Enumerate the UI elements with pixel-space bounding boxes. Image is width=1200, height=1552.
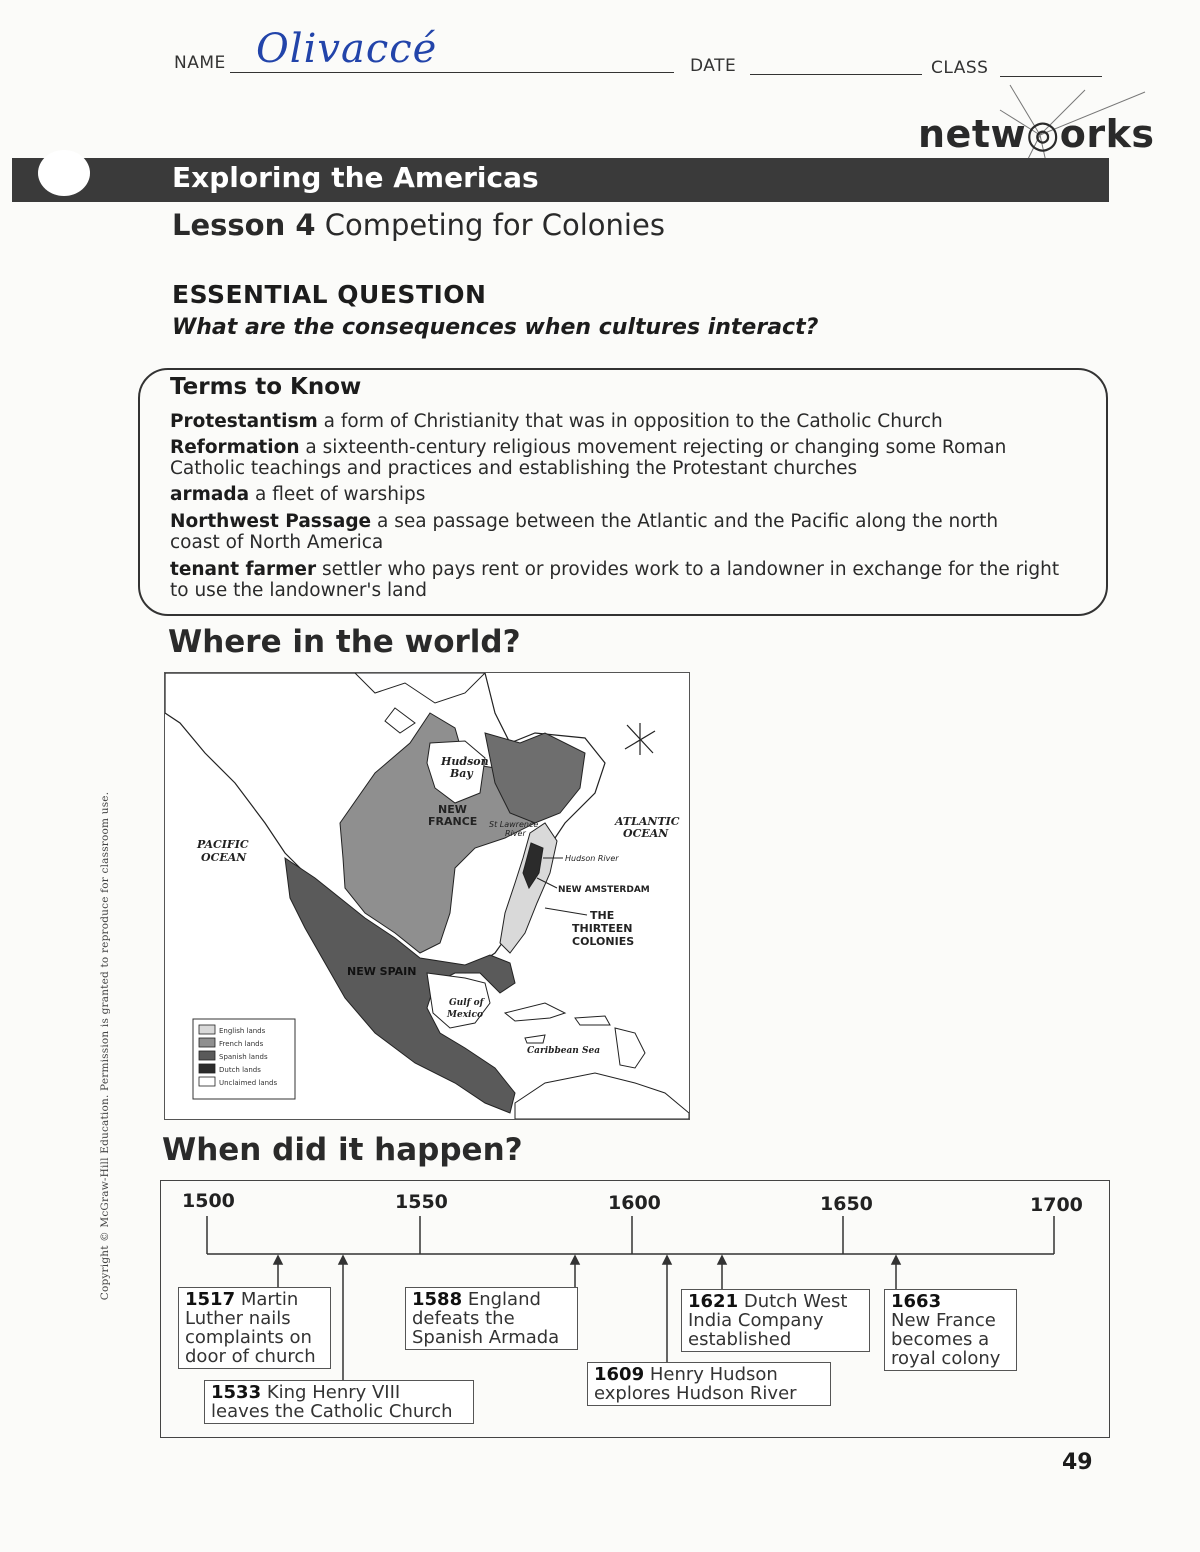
term-item [170, 484, 1070, 505]
map-label-pacific: PACIFIC [197, 838, 249, 851]
copyright-notice: Copyright © McGraw-Hill Education. Permission is granted to reproduce for classroom use. [99, 791, 111, 1301]
term-definition: settler who pays rent or provides work to a landowner in exchange for the right to use the landowner's land [170, 559, 1060, 601]
terms-heading: Terms to Know [170, 374, 362, 400]
map-label-atlantic: ATLANTIC [615, 815, 680, 828]
term-definition: a sixteenth-century religious movement rejecting or changing some Roman Catholic teachings and practices and establishing the Protestant churches [170, 437, 1007, 479]
legend-unclaimed: Unclaimed lands [219, 1079, 278, 1087]
timeline-event-1609: 1609 Henry Hudson explores Hudson River [587, 1362, 831, 1406]
legend-spanish: Spanish lands [219, 1053, 268, 1061]
svg-text:OCEAN: OCEAN [201, 851, 247, 864]
term-word: Reformation [170, 437, 300, 458]
svg-text:COLONIES: COLONIES [572, 935, 635, 948]
map-label-hudson-bay: Hudson [441, 755, 489, 768]
year-label: 1500 [182, 1190, 235, 1212]
map-legend [193, 1019, 295, 1099]
svg-text:THIRTEEN: THIRTEEN [572, 922, 633, 935]
map-label-gulf: Gulf of [449, 998, 484, 1008]
colonial-map [164, 672, 690, 1120]
term-word: Protestantism [170, 411, 318, 432]
map-label-new-france: NEW [438, 803, 467, 816]
title-bullet [38, 150, 90, 196]
name-handwritten[interactable]: Olivaccé [256, 26, 438, 72]
map-label-new-amsterdam: NEW AMSTERDAM [558, 885, 650, 895]
networks-logo: netw◎orks [918, 112, 1155, 156]
legend-french: French lands [219, 1040, 264, 1048]
legend-english: English lands [219, 1027, 266, 1035]
year-label: 1600 [608, 1192, 661, 1214]
term-definition: a fleet of warships [255, 484, 426, 505]
map-label-new-spain: NEW SPAIN [347, 965, 417, 978]
lesson-number: Lesson 4 [172, 208, 316, 242]
class-line[interactable] [1000, 76, 1102, 77]
map-label-hudson-river: Hudson River [565, 854, 619, 863]
term-word: Northwest Passage [170, 511, 372, 532]
svg-text:FRANCE: FRANCE [428, 815, 478, 828]
name-label: NAME [174, 53, 226, 73]
essential-question-heading: ESSENTIAL QUESTION [172, 280, 487, 309]
term-word: armada [170, 484, 250, 505]
svg-text:Bay: Bay [450, 767, 473, 780]
svg-text:OCEAN: OCEAN [623, 827, 669, 840]
where-heading: Where in the world? [168, 624, 521, 660]
term-word: tenant farmer [170, 559, 317, 580]
svg-text:River: River [505, 829, 526, 838]
timeline-event-1517: 1517 Martin Luther nails complaints on door of church [178, 1287, 331, 1369]
date-label: DATE [690, 56, 737, 76]
term-item [170, 411, 1070, 432]
timeline-event-1533: 1533 King Henry VIII leaves the Catholic Church [204, 1380, 474, 1424]
legend-dutch: Dutch lands [219, 1066, 261, 1074]
term-definition: a sea passage between the Atlantic and the Pacific along the north coast of North America [170, 511, 999, 553]
map-label-st-lawrence: St Lawrence [489, 820, 539, 829]
year-label: 1700 [1030, 1194, 1083, 1216]
timeline-event-1663: 1663 New France becomes a royal colony [884, 1289, 1017, 1371]
chapter-title: Exploring the Americas [172, 161, 539, 194]
term-item [170, 511, 1050, 553]
name-line [230, 72, 674, 73]
page-number: 49 [1062, 1450, 1093, 1475]
essential-question-text: What are the consequences when cultures interact? [172, 315, 819, 340]
year-label: 1550 [395, 1191, 448, 1213]
when-heading: When did it happen? [162, 1132, 523, 1168]
term-definition: a form of Christianity that was in opposition to the Catholic Church [323, 411, 943, 432]
svg-text:Mexico: Mexico [447, 1010, 483, 1020]
year-label: 1650 [820, 1193, 873, 1215]
lesson-title: Competing for Colonies [324, 208, 665, 242]
date-line[interactable] [750, 74, 922, 75]
term-item [170, 437, 1050, 479]
timeline-event-1588: 1588 England defeats the Spanish Armada [405, 1287, 578, 1350]
timeline-event-1621: 1621 Dutch West India Company established [681, 1289, 870, 1352]
class-label: CLASS [931, 58, 989, 78]
map-label-caribbean: Caribbean Sea [527, 1046, 601, 1056]
term-item [170, 559, 1060, 601]
map-label-thirteen-colonies: THE [590, 909, 615, 922]
lesson-heading [172, 208, 665, 242]
